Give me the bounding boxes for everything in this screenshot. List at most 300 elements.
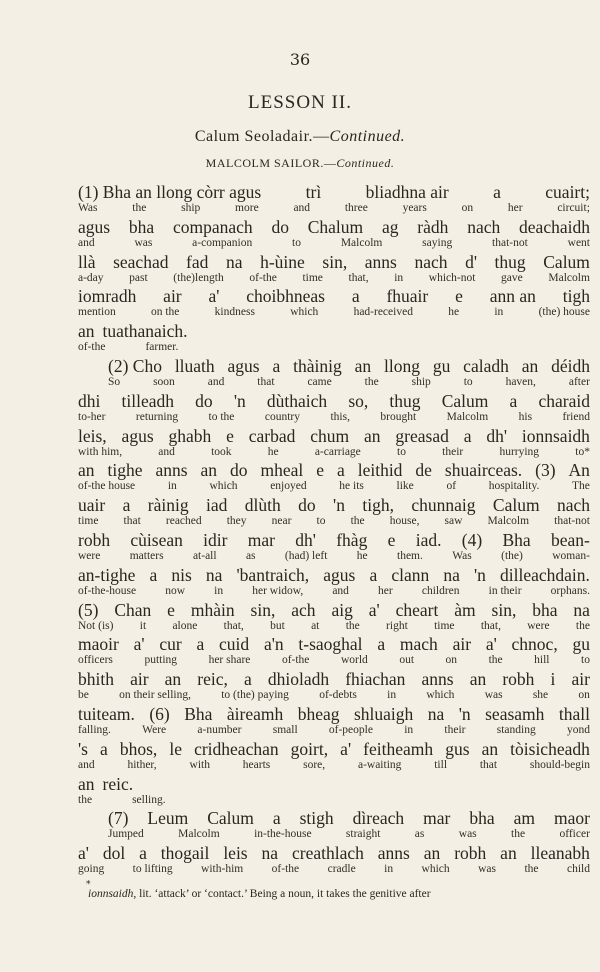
english-word: and [293, 202, 311, 214]
english-word: her [507, 202, 523, 214]
english-word: after [568, 376, 590, 388]
english-word: the [350, 515, 365, 528]
english-word: them. [397, 550, 423, 562]
gaelic-word: companach [172, 216, 253, 237]
gaelic-word: bha [469, 808, 495, 829]
gaelic-word: leis [223, 843, 248, 864]
gaelic-word: (4) [461, 530, 483, 550]
gaelic-word: déidh [551, 356, 590, 376]
gaelic-word: h-ùine [260, 251, 305, 272]
gaelic-word: air [130, 669, 149, 690]
gaelic-word: iad [206, 495, 228, 516]
gaelic-word: lluath [174, 356, 215, 376]
english-word: which [426, 689, 455, 702]
gaelic-word: thug [494, 251, 526, 272]
gaelic-word: (6) [149, 704, 170, 724]
english-word: of-the [249, 271, 277, 284]
gaelic-word: 'n [474, 564, 486, 585]
gaelic-word: a' [133, 634, 145, 655]
gaelic-word: agus [227, 356, 260, 376]
gaelic-word: bha [532, 599, 558, 620]
gaelic-word: fhiachan [345, 669, 406, 690]
gaelic-word: An [568, 460, 590, 481]
english-word: at-all [192, 550, 217, 562]
english-gloss-line [78, 237, 590, 250]
english-word: right [386, 619, 408, 632]
english-word: reached [165, 515, 202, 528]
gaelic-word: maoir [78, 634, 119, 655]
english-word: brought [380, 410, 417, 423]
english-gloss-line [78, 515, 590, 528]
english-word: on the [150, 306, 180, 319]
gaelic-line [78, 739, 590, 759]
english-word: and [207, 376, 225, 388]
gaelic-word: fad [186, 251, 209, 272]
gaelic-word: am [513, 808, 535, 829]
english-word: Not (is) [78, 619, 114, 632]
gaelic-word: an [481, 738, 499, 759]
gaelic-word: dol [102, 843, 126, 864]
gaelic-word: aig [331, 599, 353, 620]
gaelic-word: chnoc, [511, 634, 558, 655]
gaelic-word: thall [558, 704, 590, 724]
english-word: gave [501, 271, 523, 284]
english-word: Was [78, 202, 98, 214]
gaelic-word: Chan [114, 599, 152, 620]
subtitle-english-continued: Continued. [336, 156, 395, 170]
gaelic-word: Bha [502, 530, 531, 550]
english-word: till [434, 758, 448, 771]
english-word: a-number [197, 724, 242, 736]
gaelic-word: so, [348, 390, 369, 411]
gaelic-line [78, 600, 590, 620]
gaelic-word: shuairceas. [444, 460, 523, 481]
gaelic-word: a [336, 460, 345, 481]
gaelic-word: an [364, 425, 381, 446]
english-word: Malcolm [548, 271, 590, 284]
english-word: a-carriage [314, 445, 361, 458]
gaelic-word: tuathanaich. [102, 321, 188, 342]
gaelic-word: na [573, 599, 590, 620]
english-word: returning [135, 410, 179, 423]
english-word: in [404, 724, 414, 736]
english-word: saying [422, 236, 453, 249]
gaelic-word: an [423, 843, 441, 864]
english-word: country [264, 410, 300, 423]
gaelic-word: a' [368, 599, 380, 620]
gaelic-word: anns [421, 669, 454, 690]
subtitle-english: MALCOLM SAILOR.—Continued. [205, 156, 395, 170]
english-word: on their selling, [119, 689, 191, 702]
gaelic-word: dìreach [352, 808, 405, 829]
english-word: that, [348, 271, 369, 284]
english-word: the [524, 863, 539, 876]
gaelic-word: air [571, 669, 590, 690]
english-word: on [578, 689, 590, 702]
gloss-line [78, 426, 590, 459]
gaelic-word: a [351, 286, 360, 307]
gaelic-word: seasamh [485, 704, 545, 724]
gaelic-word: sin, [250, 599, 276, 620]
gaelic-word: mar [423, 808, 451, 829]
gaelic-word: ionnsaidh [521, 425, 590, 446]
english-word: in [214, 584, 224, 597]
english-word: on [445, 654, 458, 667]
english-word: in their [488, 584, 522, 597]
english-word: her share [208, 654, 251, 667]
english-word: a-day [78, 271, 104, 284]
english-word: children [421, 584, 460, 597]
english-word: in [387, 689, 397, 702]
gaelic-word: ghabh [168, 425, 212, 446]
english-word: (the) house [538, 306, 590, 319]
gaelic-word: Chalum [307, 216, 364, 237]
gaelic-word: bhos, [119, 738, 158, 759]
english-word: at [311, 619, 320, 632]
gaelic-word: Leum [147, 808, 189, 829]
english-word: So [108, 376, 121, 388]
english-word: with [189, 758, 210, 771]
gloss-line [78, 286, 590, 319]
english-word: the [364, 376, 379, 388]
gaelic-word: ag [381, 216, 399, 237]
gaelic-word: a [196, 634, 205, 655]
gaelic-word: na [261, 843, 279, 864]
gaelic-word: e [167, 599, 175, 620]
english-word: the [78, 793, 93, 806]
english-word: Malcolm [340, 236, 383, 249]
english-gloss-line [108, 376, 590, 389]
english-word: yond [566, 724, 590, 736]
english-gloss-line [78, 654, 590, 667]
english-word: haven, [505, 376, 536, 388]
gloss-line [108, 356, 590, 389]
gaelic-word: robh [502, 669, 535, 690]
english-word: in [394, 271, 404, 284]
gaelic-word: an [200, 460, 218, 481]
gaelic-word: carbad [248, 425, 296, 446]
page-number: 36 [289, 50, 311, 69]
gloss-line [78, 495, 590, 528]
gaelic-word: a [149, 564, 158, 585]
gaelic-word: 'n [458, 704, 471, 724]
english-word: that-not [492, 236, 528, 249]
english-word: but [270, 619, 285, 632]
gloss-line [78, 843, 590, 876]
gaelic-line [108, 808, 590, 828]
gaelic-word: an [500, 843, 517, 864]
english-word: was [484, 689, 503, 702]
gaelic-word: air [163, 286, 182, 307]
english-word: saw [444, 515, 463, 528]
gaelic-word: 'n [233, 390, 246, 411]
english-word: woman- [552, 550, 590, 562]
english-gloss-line [78, 306, 590, 319]
gaelic-word: (5) [78, 599, 99, 620]
gaelic-word: a [272, 808, 281, 829]
gaelic-word: cùisean [130, 530, 183, 550]
english-word: to (the) paying [221, 689, 289, 702]
gaelic-word: Calum [441, 390, 489, 411]
english-word: were [78, 550, 101, 562]
english-word: and [158, 445, 175, 458]
english-gloss-line [78, 550, 590, 563]
english-word: as [245, 550, 256, 562]
english-word: was [478, 863, 496, 876]
gaelic-line [78, 217, 590, 237]
gaelic-word: ràdh [417, 216, 449, 237]
english-word: time [434, 619, 455, 632]
english-word: with him, [78, 445, 123, 458]
english-word: this, [330, 410, 350, 423]
english-word: in-the-house [254, 828, 312, 841]
gaelic-word: a [272, 356, 281, 376]
gaelic-word: gu [432, 356, 451, 376]
gaelic-word: dlùth [244, 495, 281, 516]
english-word: which [290, 306, 319, 319]
english-word: to [397, 445, 406, 458]
english-word: they [226, 515, 247, 528]
english-word: in [384, 863, 394, 876]
english-word: to [581, 654, 590, 667]
english-word: sore, [303, 758, 326, 771]
gaelic-word: dhi [78, 390, 101, 411]
english-word: that [257, 376, 275, 388]
gaelic-word: tuiteam. [78, 704, 135, 724]
gaelic-word: a [139, 843, 147, 864]
english-word: years [402, 202, 427, 214]
subtitle-gaelic: Calum Seoladair.—Continued. [194, 128, 406, 145]
gaelic-word: tigh [562, 286, 590, 307]
gloss-line [78, 774, 590, 807]
gaelic-word: a [493, 182, 501, 202]
gaelic-word: Calum [207, 808, 254, 829]
gaelic-word: air [452, 634, 472, 655]
lesson-title: LESSON II. [248, 92, 352, 113]
english-word: standing [496, 724, 536, 736]
english-word: which [421, 863, 450, 876]
english-word: of [446, 480, 457, 493]
gaelic-word: tighe [107, 460, 143, 481]
gaelic-word: do [195, 390, 213, 411]
english-gloss-line [78, 724, 590, 737]
gaelic-word: greasad [395, 425, 449, 446]
english-word: friend [562, 410, 590, 423]
english-word: hospitality. [488, 480, 540, 493]
gaelic-word: tilleadh [121, 390, 175, 411]
english-word: had-received [353, 306, 413, 319]
gaelic-word: llong [383, 356, 420, 376]
english-word: out [399, 654, 415, 667]
gaelic-word: do [298, 495, 316, 516]
gaelic-word: (2) Cho [108, 356, 162, 376]
gaelic-word: cridheachan [194, 738, 279, 759]
gaelic-word: do [230, 460, 248, 481]
english-word: to [292, 236, 301, 249]
gaelic-word: ach [291, 599, 316, 620]
gaelic-line [78, 495, 590, 515]
english-word: that, [223, 619, 244, 632]
english-word: her [378, 584, 393, 597]
english-word: of-debts [319, 689, 357, 702]
english-word: Was [452, 550, 472, 562]
gloss-line [78, 669, 590, 702]
gaelic-word: creathlach [291, 843, 364, 864]
english-word: which-not [428, 271, 476, 284]
gaelic-word: bliadhna air [365, 182, 449, 202]
english-word: to-her [78, 410, 106, 423]
english-word: time [78, 515, 99, 528]
gaelic-word: stigh [299, 808, 334, 829]
gaelic-word: a [122, 495, 131, 516]
gaelic-word: iomradh [78, 286, 137, 307]
gaelic-word: deachaidh [519, 216, 590, 237]
gaelic-word: an [78, 321, 95, 342]
english-word: time [302, 271, 323, 284]
english-word: hearts [242, 758, 271, 771]
english-word: now [165, 584, 186, 597]
english-word: his [518, 410, 533, 423]
gaelic-line [78, 252, 590, 272]
english-word: past [129, 271, 148, 284]
english-word: alone [172, 619, 198, 632]
english-word: of-the [271, 863, 300, 876]
english-word: matters [129, 550, 164, 562]
gaelic-word: Bha [184, 704, 213, 724]
english-word: The [572, 480, 590, 493]
english-word: were [527, 619, 550, 632]
gaelic-word: àireamh [226, 704, 284, 724]
gaelic-word: a' [340, 738, 352, 759]
english-word: ship [181, 202, 201, 214]
footnote [88, 888, 588, 900]
gaelic-word: a [369, 564, 378, 585]
gloss-line [78, 182, 590, 215]
gaelic-word: clann [391, 564, 430, 585]
gaelic-line [78, 565, 590, 585]
english-word: Jumped [108, 828, 144, 841]
english-word: to the [208, 410, 235, 423]
gaelic-word: thogail [160, 843, 210, 864]
gaelic-word: reic. [102, 773, 134, 794]
english-word: child [566, 863, 590, 876]
gaelic-word: bha [128, 216, 155, 237]
english-word: as [414, 828, 425, 841]
gaelic-word: seachad [113, 251, 169, 272]
english-word: their [444, 724, 466, 736]
gaelic-word: reic, [197, 669, 228, 690]
english-word: soon [153, 376, 175, 388]
gaelic-word: cuairt; [545, 182, 590, 202]
gaelic-word: bheag [297, 704, 340, 724]
english-word: came [307, 376, 332, 388]
gaelic-word: a' [78, 843, 89, 864]
english-word: (the) [501, 550, 523, 562]
gloss-line [78, 739, 590, 772]
gaelic-word: thug [389, 390, 421, 411]
english-word: was [134, 236, 153, 249]
english-word: more [235, 202, 259, 214]
english-word: the [345, 619, 360, 632]
english-word: hurrying [499, 445, 540, 458]
gaelic-word: d' [465, 251, 477, 272]
footnote-mark: * [86, 880, 91, 890]
gaelic-word: agus [78, 216, 111, 237]
english-word: with-him [201, 863, 244, 876]
gloss-line [78, 252, 590, 285]
gaelic-word: anns [377, 843, 410, 864]
gaelic-word: tigh, [362, 495, 394, 516]
gaelic-word: e [226, 425, 234, 446]
gaelic-word: na [443, 564, 460, 585]
english-word: hill [534, 654, 550, 667]
english-word: their [442, 445, 464, 458]
gaelic-word: shluaigh [353, 704, 414, 724]
gaelic-word: feitheamh [363, 738, 434, 759]
english-gloss-line [78, 863, 590, 876]
english-word: it [139, 619, 147, 632]
gaelic-word: a' [208, 286, 220, 307]
english-word: cradle [327, 863, 356, 876]
gaelic-line [78, 669, 590, 689]
gaelic-word: chunnaig [411, 495, 476, 516]
gaelic-word: a [100, 738, 108, 759]
gaelic-word: choibhneas [246, 286, 325, 307]
gaelic-word: gus [445, 738, 470, 759]
gaelic-word: dhioladh [267, 669, 330, 690]
english-word: world [340, 654, 368, 667]
gaelic-word: (3) [535, 460, 556, 481]
gaelic-word: 's [78, 738, 88, 759]
gaelic-word: a [377, 634, 386, 655]
english-word: he [267, 445, 279, 458]
gaelic-word: tòisicheadh [510, 738, 590, 759]
gloss-line [78, 634, 590, 667]
english-word: Were [142, 724, 167, 736]
english-word: Malcolm [487, 515, 530, 528]
gaelic-line [78, 634, 590, 654]
english-word: the [132, 202, 147, 214]
gaelic-word: e [455, 286, 463, 307]
gaelic-line [78, 426, 590, 446]
english-word: ship [411, 376, 431, 388]
gaelic-word: an [354, 356, 372, 376]
english-word: orphans. [550, 584, 590, 597]
footnote-term: ionnsaidh, [88, 888, 137, 900]
gloss-line [78, 530, 590, 563]
gaelic-word: na [205, 564, 223, 585]
gaelic-word: an [521, 356, 539, 376]
gaelic-word: bean- [550, 530, 590, 550]
gloss-line [78, 704, 590, 737]
gaelic-word: leithid [357, 460, 403, 481]
gaelic-word: sin, [491, 599, 517, 620]
english-word: of-the [78, 341, 106, 354]
gaelic-word: caladh [463, 356, 509, 376]
english-gloss-line [78, 794, 590, 807]
english-word: in [494, 306, 504, 319]
gaelic-word: cur [159, 634, 182, 655]
english-gloss-line [78, 480, 590, 493]
gaelic-word: (1) Bha an llong còrr agus [78, 182, 262, 202]
gaelic-word: mar [247, 530, 275, 550]
footnote-text: lit. ‘attack’ or ‘contact.’ Being a noun, it takes the genitive after [139, 888, 431, 900]
english-word: took [211, 445, 232, 458]
english-word: of-people [328, 724, 373, 736]
gaelic-word: robh [78, 530, 111, 550]
english-word: like [396, 480, 414, 493]
gaelic-word: dh' [295, 530, 316, 550]
